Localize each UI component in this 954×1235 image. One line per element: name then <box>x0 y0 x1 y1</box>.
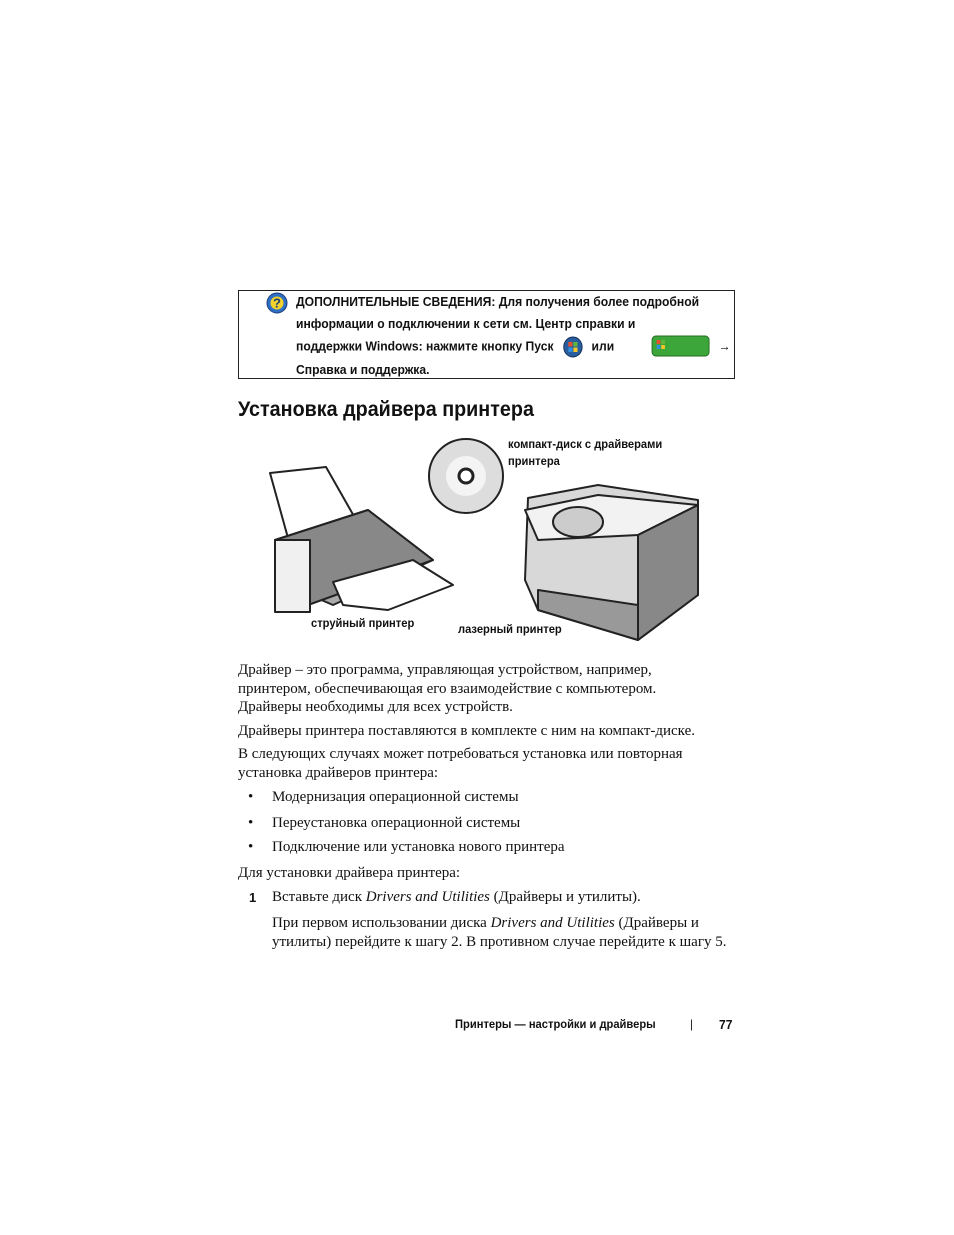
text-line: В следующих случаях может потребоваться установка или повторная <box>238 746 683 762</box>
text-line: принтером, обеспечивающая его взаимодействие с компьютером. <box>238 680 657 697</box>
printers-illustration <box>238 430 738 645</box>
bullet-item: Модернизация операционной системы <box>272 789 519 805</box>
paragraph-install-steps: Для установки драйвера принтера: <box>238 865 461 881</box>
step-1-note <box>272 914 727 951</box>
laser-printer-icon <box>525 485 698 640</box>
note-line: поддержки Windows: нажмите кнопку Пуск <box>296 338 554 354</box>
note-line: информации о подключении к сети см. Центр справки и <box>296 316 636 331</box>
cd-label-line: компакт-диск с драйверами <box>508 437 663 451</box>
cd-icon <box>429 439 503 513</box>
svg-text:?: ? <box>273 295 281 311</box>
step-number: 1 <box>249 890 257 905</box>
question-help-icon <box>266 292 288 314</box>
text-line: утилиты) перейдите к шагу 2. В противном случае перейдите к шагу 5. <box>272 933 727 950</box>
inkjet-label: струйный принтер <box>311 616 415 630</box>
bullet-item: Подключение или установка нового принтера <box>272 839 565 855</box>
note-line: Для получения более подробной <box>495 294 700 309</box>
cd-label-line: принтера <box>508 454 560 468</box>
windows-xp-start-button-icon <box>651 335 712 359</box>
text: (Драйверы и утилиты). <box>489 889 641 905</box>
windows-start-orb-icon <box>562 336 582 358</box>
text-line: установка драйверов принтера: <box>238 764 439 781</box>
cd-label <box>508 436 662 470</box>
paragraph-drivers-cd: Драйверы принтера поставляются в комплекте с ним на компакт-диске. <box>238 723 696 739</box>
bullet-icon: • <box>248 815 254 831</box>
text: (Драйверы и <box>614 915 699 931</box>
footer-separator: | <box>690 1017 693 1031</box>
note-label: ДОПОЛНИТЕЛЬНЫЕ СВЕДЕНИЯ: <box>296 294 496 309</box>
laser-label: лазерный принтер <box>458 622 562 636</box>
inkjet-printer-icon <box>270 467 453 612</box>
note-line: Справка и поддержка. <box>296 362 430 377</box>
bullet-item: Переустановка операционной системы <box>272 815 521 831</box>
step-1-text <box>272 889 641 906</box>
page-title: Установка драйвера принтера <box>238 398 534 421</box>
arrow: → <box>718 338 731 354</box>
disc-name: Drivers and Utilities <box>490 915 615 931</box>
text-line: Драйверы необходимы для всех устройств. <box>238 699 513 715</box>
bullet-icon: • <box>248 789 254 805</box>
text: При первом использовании диска <box>272 915 491 931</box>
footer-section-title: Принтеры — настройки и драйверы <box>455 1017 656 1031</box>
text-line: Драйвер – это программа, управляющая устройством, например, <box>238 662 652 678</box>
note-text <box>296 291 731 381</box>
paragraph-drivers-intro <box>238 661 738 717</box>
bullet-icon: • <box>248 839 254 855</box>
text: Вставьте диск <box>272 889 366 905</box>
paragraph-install-cases <box>238 745 738 782</box>
note-or: или <box>591 338 615 354</box>
disc-name: Drivers and Utilities <box>365 889 490 905</box>
page-number: 77 <box>719 1017 733 1032</box>
